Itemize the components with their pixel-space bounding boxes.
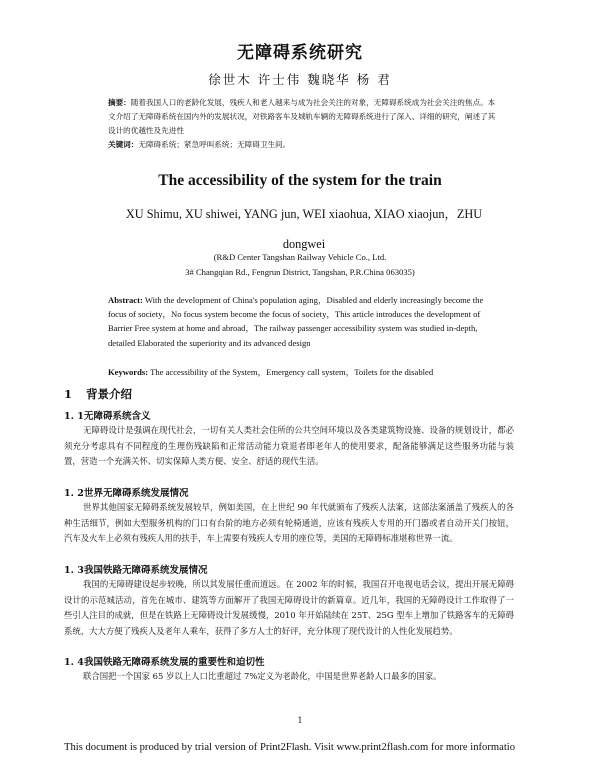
paragraph: 我国的无障碍建设起步较晚，所以其发展任重而道远。在 2002 年的时候，我国召开电视电话会议，提出开展无障碍设计的示范城活动，首先在城市、建筑等方面解开了我国无障碍设计的新篇章。近几年，我国的无障碍设计工作取得了一些引人注目的成就，但是在铁路上无障碍设计发展缓慢，2010 年开始陆续在 25T、25G 型车上增加了铁路客车的无障碍系统，大大方便了残疾人及老年人乘车，获得了多方人士的好评，充分体现了现代设计的人性化发展趋势。	[64, 579, 514, 636]
section-heading	[64, 386, 132, 402]
subsection-number: 1. 3	[64, 565, 84, 576]
section-title: 背景介绍	[86, 387, 132, 401]
keywords-cn-text: 无障碍系统；紧急呼叫系统；无障碍卫生间。	[138, 140, 291, 149]
abstract-cn-label: 摘要：	[108, 98, 131, 107]
authors-cn: 徐世木 许士伟 魏晓华 杨 君	[208, 72, 392, 87]
subsection-title: 我国铁路无障碍系统发展的重要性和迫切性	[84, 657, 265, 668]
affiliation-line-1: (R&D Center Tangshan Railway Vehicle Co., Ltd.	[213, 252, 387, 262]
trial-footer-text: This document is produced by trial version of Print2Flash. Visit www.print2flash.com for more informatio	[64, 742, 515, 753]
abstract-cn-text: 随着我国人口的老龄化发展，残疾人和老人越来与成为社会关注的对象，无障碍系统成为社会关注的焦点。本文介绍了无障碍系统在国内外的发展状况，对铁路客车及城轨车辆的无障碍系统进行了深入、详细的研究，阐述了其设计的优越性及先进性	[108, 98, 496, 135]
subsection-number: 1. 1	[64, 411, 84, 422]
subsection-title: 无障碍系统含义	[84, 411, 151, 422]
authors-en: XU Shimu, XU shiwei, YANG jun, WEI xiaohua, XIAO xiaojun，ZHU dongwei	[125, 207, 483, 251]
paragraph: 联合国把一个国家 65 岁以上人口比重超过 7%定义为老龄化，中国是世界老龄人口最多的国家。	[83, 671, 442, 681]
paper-title-cn: 无障碍系统研究	[237, 43, 363, 63]
abstract-cn	[108, 96, 500, 138]
affiliation-line-2: 3# Changqian Rd., Fengrun District, Tangshan, P.R.China 063035)	[185, 267, 415, 277]
subsection-heading	[64, 408, 151, 422]
subsection-heading	[64, 654, 265, 668]
keywords-en-text: The accessibility of the System，Emergency call system，Toilets for the disabled	[150, 367, 434, 377]
paper-title-en: The accessibility of the system for the train	[158, 172, 442, 189]
keywords-en	[108, 366, 500, 378]
subsection-number: 1. 2	[64, 488, 84, 499]
section-number: 1	[64, 387, 73, 401]
abstract-en-text: With the development of China's population aging，Disabled and elderly increasingly become the focus of society，No focus system become the focus of society，This article introduces the development of Barrier Free system at home and abroad，The railway passenger accessibility system was studied in-depth, detailed Elaborated the superiority and its advanced design	[108, 295, 484, 348]
abstract-en-label: Abstract:	[108, 295, 143, 305]
paragraph: 世界其他国家无障碍系统发展较早，例如美国，在上世纪 90 年代就颁布了残疾人法案，这部法案涵盖了残疾人的各种生活细节，例如大型服务机构的门口有台阶的地方必须有轮椅通道，应该有残疾人专用的开门器或者自动开关门按钮，汽车及火车上必须有残疾人用的扶手，车上需要有残疾人专用的座位等，美国的无障碍标准堪称世界一流。	[64, 502, 514, 543]
subsection-number: 1. 4	[64, 657, 84, 668]
keywords-cn-label: 关键词：	[108, 140, 139, 149]
subsection-title: 我国铁路无障碍系统发展情况	[84, 565, 208, 576]
subsection-title: 世界无障碍系统发展情况	[84, 488, 189, 499]
paragraph: 无障碍设计是强调在现代社会，一切有关人类社会住所的公共空间环境以及各类建筑物设施、设备的规划设计，都必须充分考虑具有不同程度的生理伤残缺陷和正常活动能力衰退者即老年人的使用要求，配备能够满足这些服务功能与装置，营造一个充满关怀、切实保障人类方便、安全、舒适的现代生活。	[64, 425, 514, 466]
abstract-en	[108, 293, 500, 350]
keywords-en-label: Keywords:	[108, 367, 149, 377]
subsection-heading	[64, 562, 208, 576]
keywords-cn	[108, 139, 500, 150]
page-number: 1	[297, 716, 303, 725]
subsection-heading	[64, 485, 189, 499]
